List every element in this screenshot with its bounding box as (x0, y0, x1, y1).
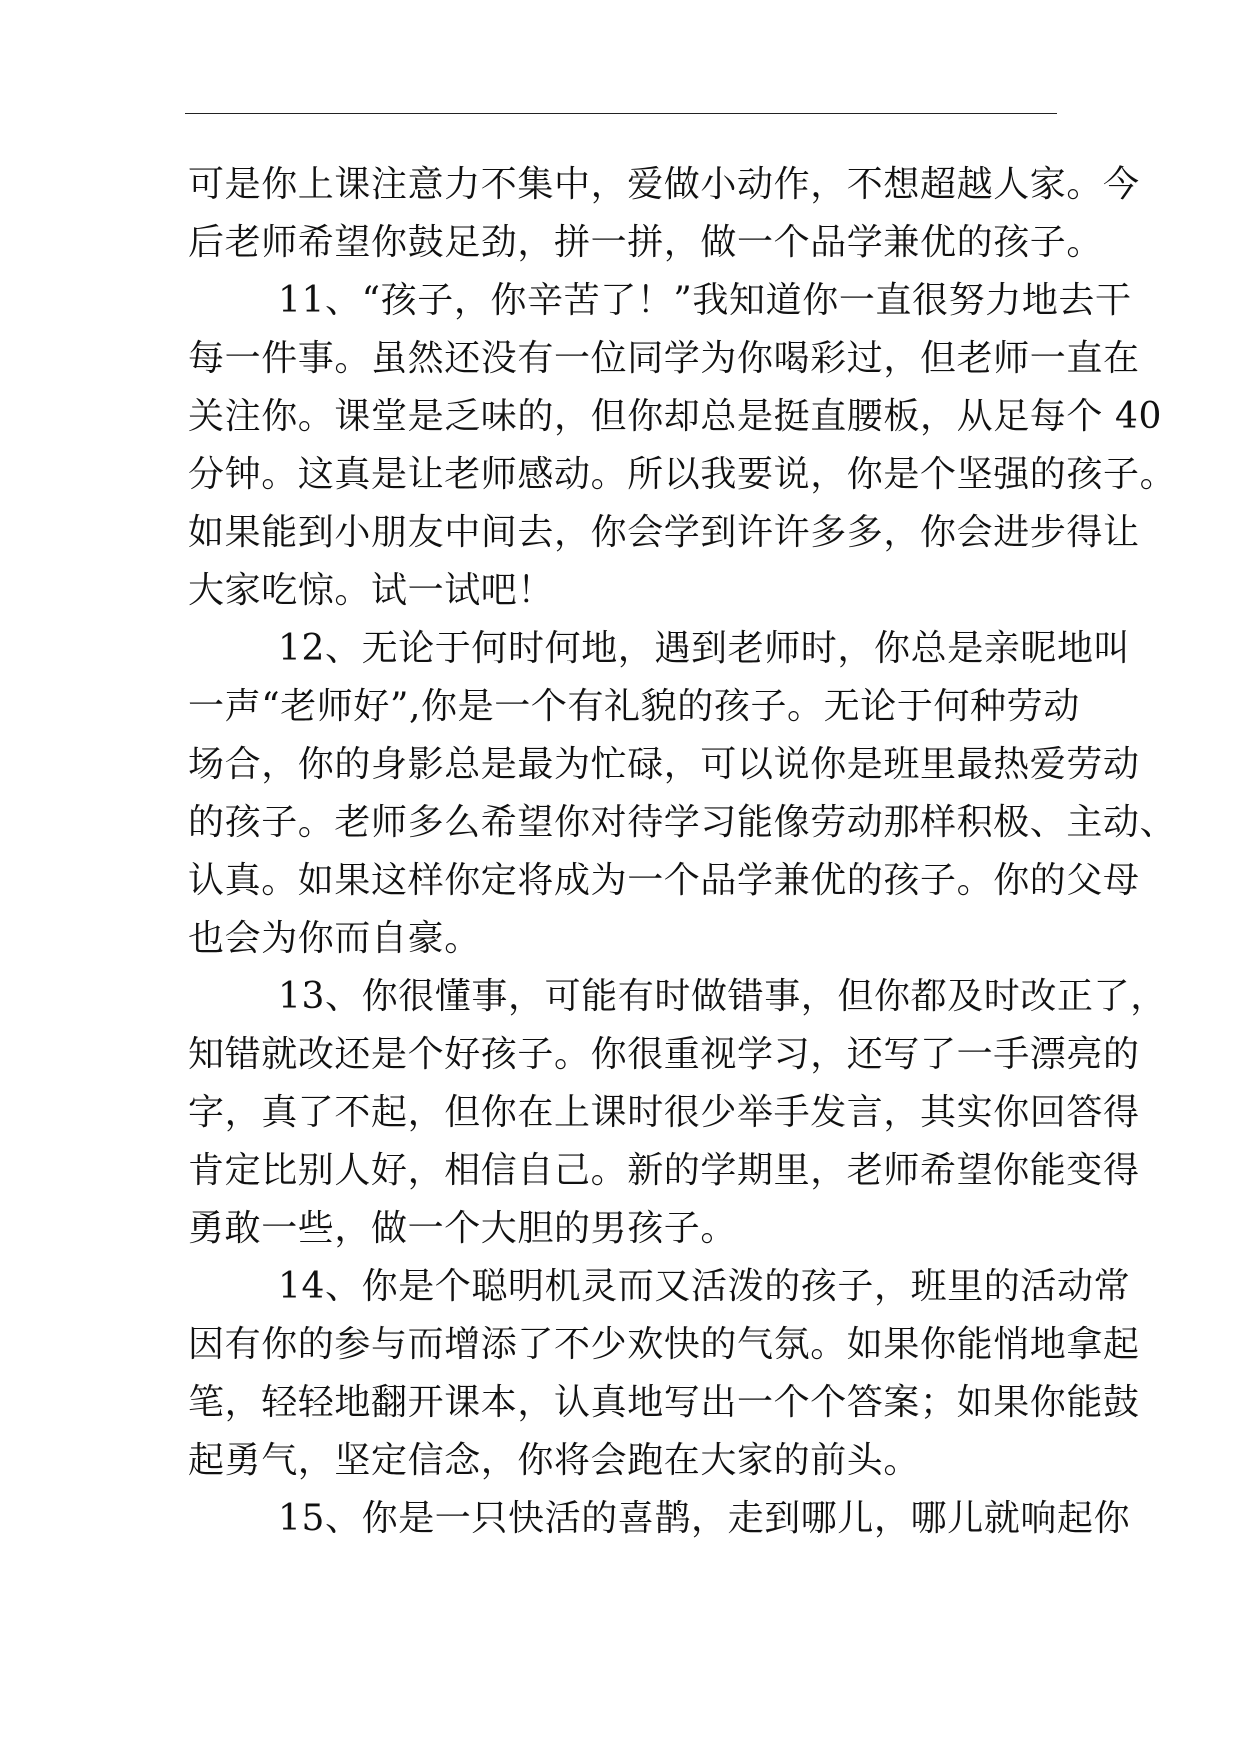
text-line: 关注你。课堂是乏味的，但你却总是挺直腰板，从足每个 40 (188, 396, 1163, 437)
text-line: 场合，你的身影总是最为忙碌，可以说你是班里最热爱劳动 (188, 744, 1140, 785)
text-line: 字，真了不起，但你在上课时很少举手发言，其实你回答得 (188, 1092, 1140, 1133)
text-line: 因有你的参与而增添了不少欢快的气氛。如果你能悄地拿起 (188, 1324, 1140, 1365)
text-line: 后老师希望你鼓足劲，拼一拼，做一个品学兼优的孩子。 (188, 222, 1104, 263)
paragraph-13-start: 13、你很懂事，可能有时做错事，但你都及时改正了， (278, 976, 1167, 1017)
text-line: 可是你上课注意力不集中，爱做小动作，不想超越人家。今 (188, 164, 1140, 205)
text-line: 也会为你而自豪。 (188, 918, 481, 959)
paragraph-15-start: 15、你是一只快活的喜鹊，走到哪儿，哪儿就响起你 (278, 1498, 1131, 1539)
text-line: 勇敢一些，做一个大胆的男孩子。 (188, 1208, 738, 1249)
text-line: 笔，轻轻地翻开课本，认真地写出一个个答案；如果你能鼓 (188, 1382, 1140, 1423)
text-line: 每一件事。虽然还没有一位同学为你喝彩过，但老师一直在 (188, 338, 1140, 379)
text-line: 大家吃惊。试一试吧！ (188, 570, 555, 611)
text-line: 如果能到小朋友中间去，你会学到许许多多，你会进步得让 (188, 512, 1140, 553)
text-line: 肯定比别人好，相信自己。新的学期里，老师希望你能变得 (188, 1150, 1140, 1191)
text-line: 一声“老师好”,你是一个有礼貌的孩子。无论于何种劳动 (188, 686, 1080, 727)
text-line: 认真。如果这样你定将成为一个品学兼优的孩子。你的父母 (188, 860, 1140, 901)
paragraph-11-start: 11、“孩子，你辛苦了！”我知道你一直很努力地去干 (278, 280, 1132, 321)
text-line: 起勇气，坚定信念，你将会跑在大家的前头。 (188, 1440, 921, 1481)
paragraph-12-start: 12、无论于何时何地，遇到老师时，你总是亲昵地叫 (278, 628, 1131, 669)
text-line: 的孩子。老师多么希望你对待学习能像劳动那样积极、主动、 (188, 802, 1177, 843)
paragraph-14-start: 14、你是个聪明机灵而又活泼的孩子，班里的活动常 (278, 1266, 1131, 1307)
text-line: 分钟。这真是让老师感动。所以我要说，你是个坚强的孩子。 (188, 454, 1177, 495)
header-divider (185, 113, 1057, 114)
text-line: 知错就改还是个好孩子。你很重视学习，还写了一手漂亮的 (188, 1034, 1140, 1075)
